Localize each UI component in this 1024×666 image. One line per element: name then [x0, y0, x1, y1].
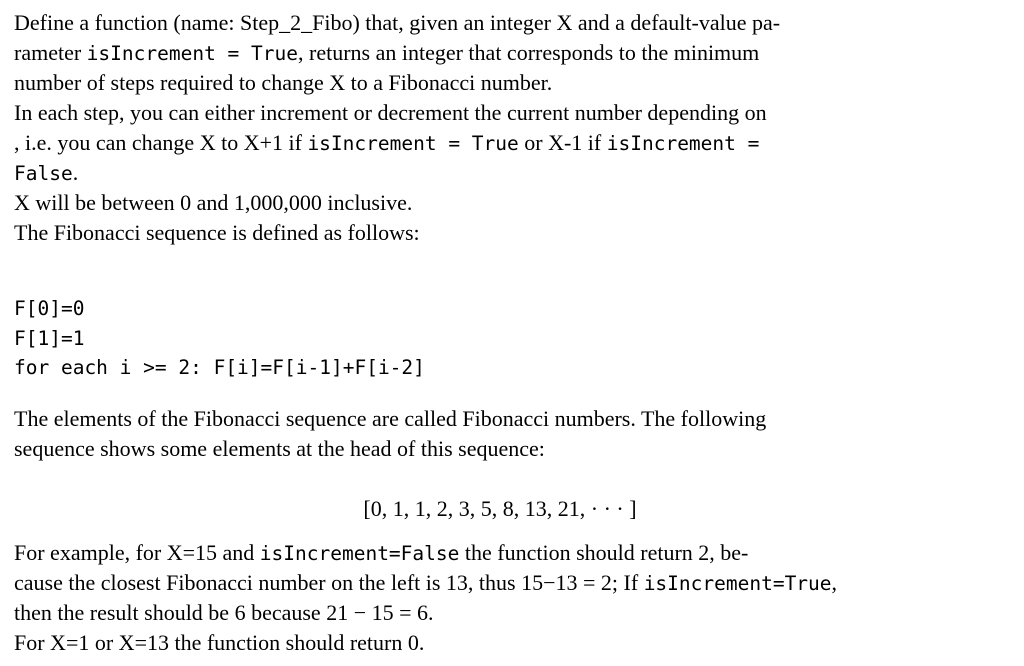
text: In each step, you can either increment or decrement the current number depending on	[14, 100, 767, 125]
inline-code: False	[14, 162, 73, 185]
text: The Fibonacci sequence is defined as follows:	[14, 220, 420, 245]
example-line-2	[14, 568, 837, 598]
example-line-4	[14, 628, 424, 658]
paragraph-2-line-2	[14, 128, 759, 158]
inline-code: isIncrement = True	[307, 132, 519, 155]
inline-code: isIncrement = True	[86, 42, 298, 65]
paragraph-1-line-1	[14, 8, 780, 38]
inline-code: isIncrement=False	[259, 542, 460, 565]
text: For example, for X=15 and	[14, 540, 260, 565]
text: The elements of the Fibonacci sequence are called Fibonacci numbers. The following	[14, 406, 767, 431]
text: number of steps required to change X to a Fibonacci number.	[14, 70, 553, 95]
text: sequence shows some elements at the head of this sequence:	[14, 436, 545, 461]
code-line-1	[14, 294, 84, 324]
math-text: [0, 1, 1, 2, 3, 5, 8, 13, 21, · · · ]	[363, 496, 637, 521]
code-text: F[0]=0	[14, 297, 85, 320]
paragraph-2-line-1	[14, 98, 767, 128]
fibonacci-sequence-display	[0, 494, 1000, 524]
text: rameter	[14, 40, 87, 65]
paragraph-1-line-3	[14, 68, 552, 98]
text: or X-1 if	[518, 130, 607, 155]
definition-intro	[14, 218, 420, 248]
paragraph-2-line-3	[14, 158, 78, 188]
text: then the result should be 6 because 21 − 15 = 6.	[14, 600, 434, 625]
code-text: F[1]=1	[14, 327, 85, 350]
code-line-3	[14, 353, 425, 383]
text: ,	[831, 570, 838, 595]
text: .	[72, 160, 79, 185]
text: , returns an integer that corresponds to the minimum	[298, 40, 760, 65]
paragraph-3-line-2	[14, 434, 545, 464]
inline-code: isIncrement=True	[643, 572, 832, 595]
text: Define a function (name: Step_2_Fibo) that, given an integer X and a default-value pa-	[14, 10, 781, 35]
paragraph-1-line-2	[14, 38, 759, 68]
text: cause the closest Fibonacci number on the left is 13, thus 15−13 = 2; If	[14, 570, 644, 595]
inline-code: isIncrement =	[606, 132, 760, 155]
example-line-3	[14, 598, 434, 628]
paragraph-3-line-1	[14, 404, 766, 434]
code-line-2	[14, 324, 84, 354]
text: , i.e. you can change X to X+1 if	[14, 130, 308, 155]
text: For X=1 or X=13 the function should return 0.	[14, 630, 425, 655]
code-text: for each i >= 2: F[i]=F[i-1]+F[i-2]	[14, 356, 425, 379]
example-line-1	[14, 538, 748, 568]
text: X will be between 0 and 1,000,000 inclusive.	[14, 190, 413, 215]
range-note	[14, 188, 412, 218]
text: the function should return 2, be-	[459, 540, 749, 565]
